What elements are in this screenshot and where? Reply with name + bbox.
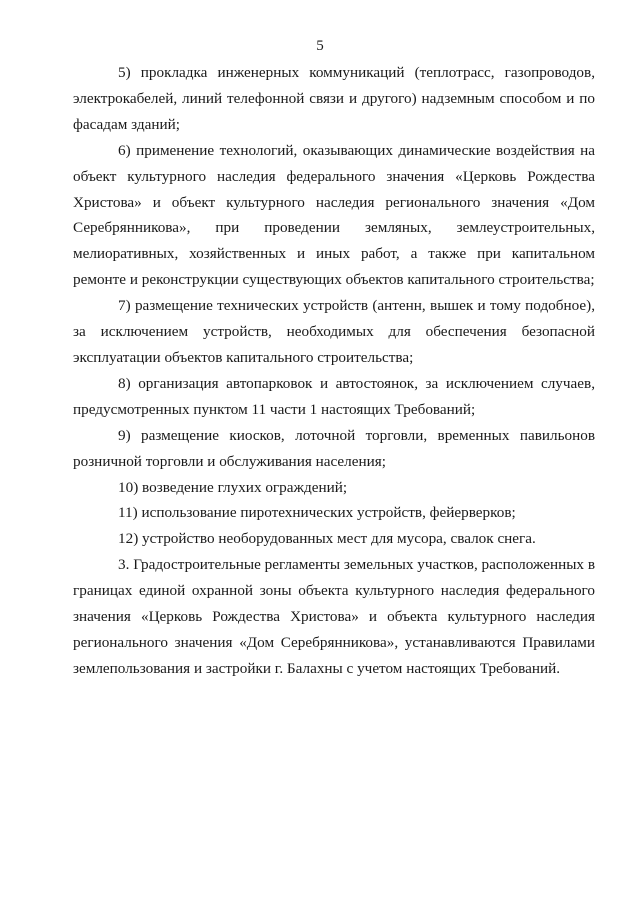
document-body [73, 60, 595, 682]
paragraph-item-7: 7) размещение технических устройств (антенн, вышек и тому подобное), за исключением устройств, необходимых для обеспечения безопасной эксплуатации объектов капитального строительства; [73, 297, 595, 366]
paragraph-item-8: 8) организация автопарковок и автостоянок, за исключением случаев, предусмотренных пунктом 11 части 1 настоящих Требований; [73, 374, 595, 418]
paragraph-section-3: 3. Градостроительные регламенты земельных участков, расположенных в границах единой охранной зоны объекта культурного наследия федерального значения «Церковь Рождества Христова» и объекта культурного наследия регионального значения «Дом Серебрянникова», устанавливаются Правилами землепользования и застройки г. Балахны с учетом настоящих Требований. [73, 556, 595, 677]
paragraph-item-10: 10) возведение глухих ограждений; [118, 478, 348, 496]
paragraph-item-12: 12) устройство необорудованных мест для мусора, свалок снега. [118, 530, 536, 548]
paragraph-item-11: 11) использование пиротехнических устройств, фейерверков; [118, 504, 516, 522]
paragraph-item-6: 6) применение технологий, оказывающих динамические воздействия на объект культурного наследия федерального значения «Церковь Рождества Христова» и объект культурного наследия регионального значения «Дом Серебрянникова», при проведении земляных, землеустроительных, мелиоративных, хозяйственных и иных работ, а также при капитальном ремонте и реконструкции существующих объектов капитального строительства; [73, 141, 595, 289]
paragraph-item-9: 9) размещение киосков, лоточной торговли, временных павильонов розничной торговли и обслуживания населения; [73, 426, 595, 470]
page-number: 5 [316, 38, 324, 54]
paragraph-item-5: 5) прокладка инженерных коммуникаций (теплотрасс, газопроводов, электрокабелей, линий телефонной связи и другого) надземным способом и по фасадам зданий; [73, 64, 595, 133]
